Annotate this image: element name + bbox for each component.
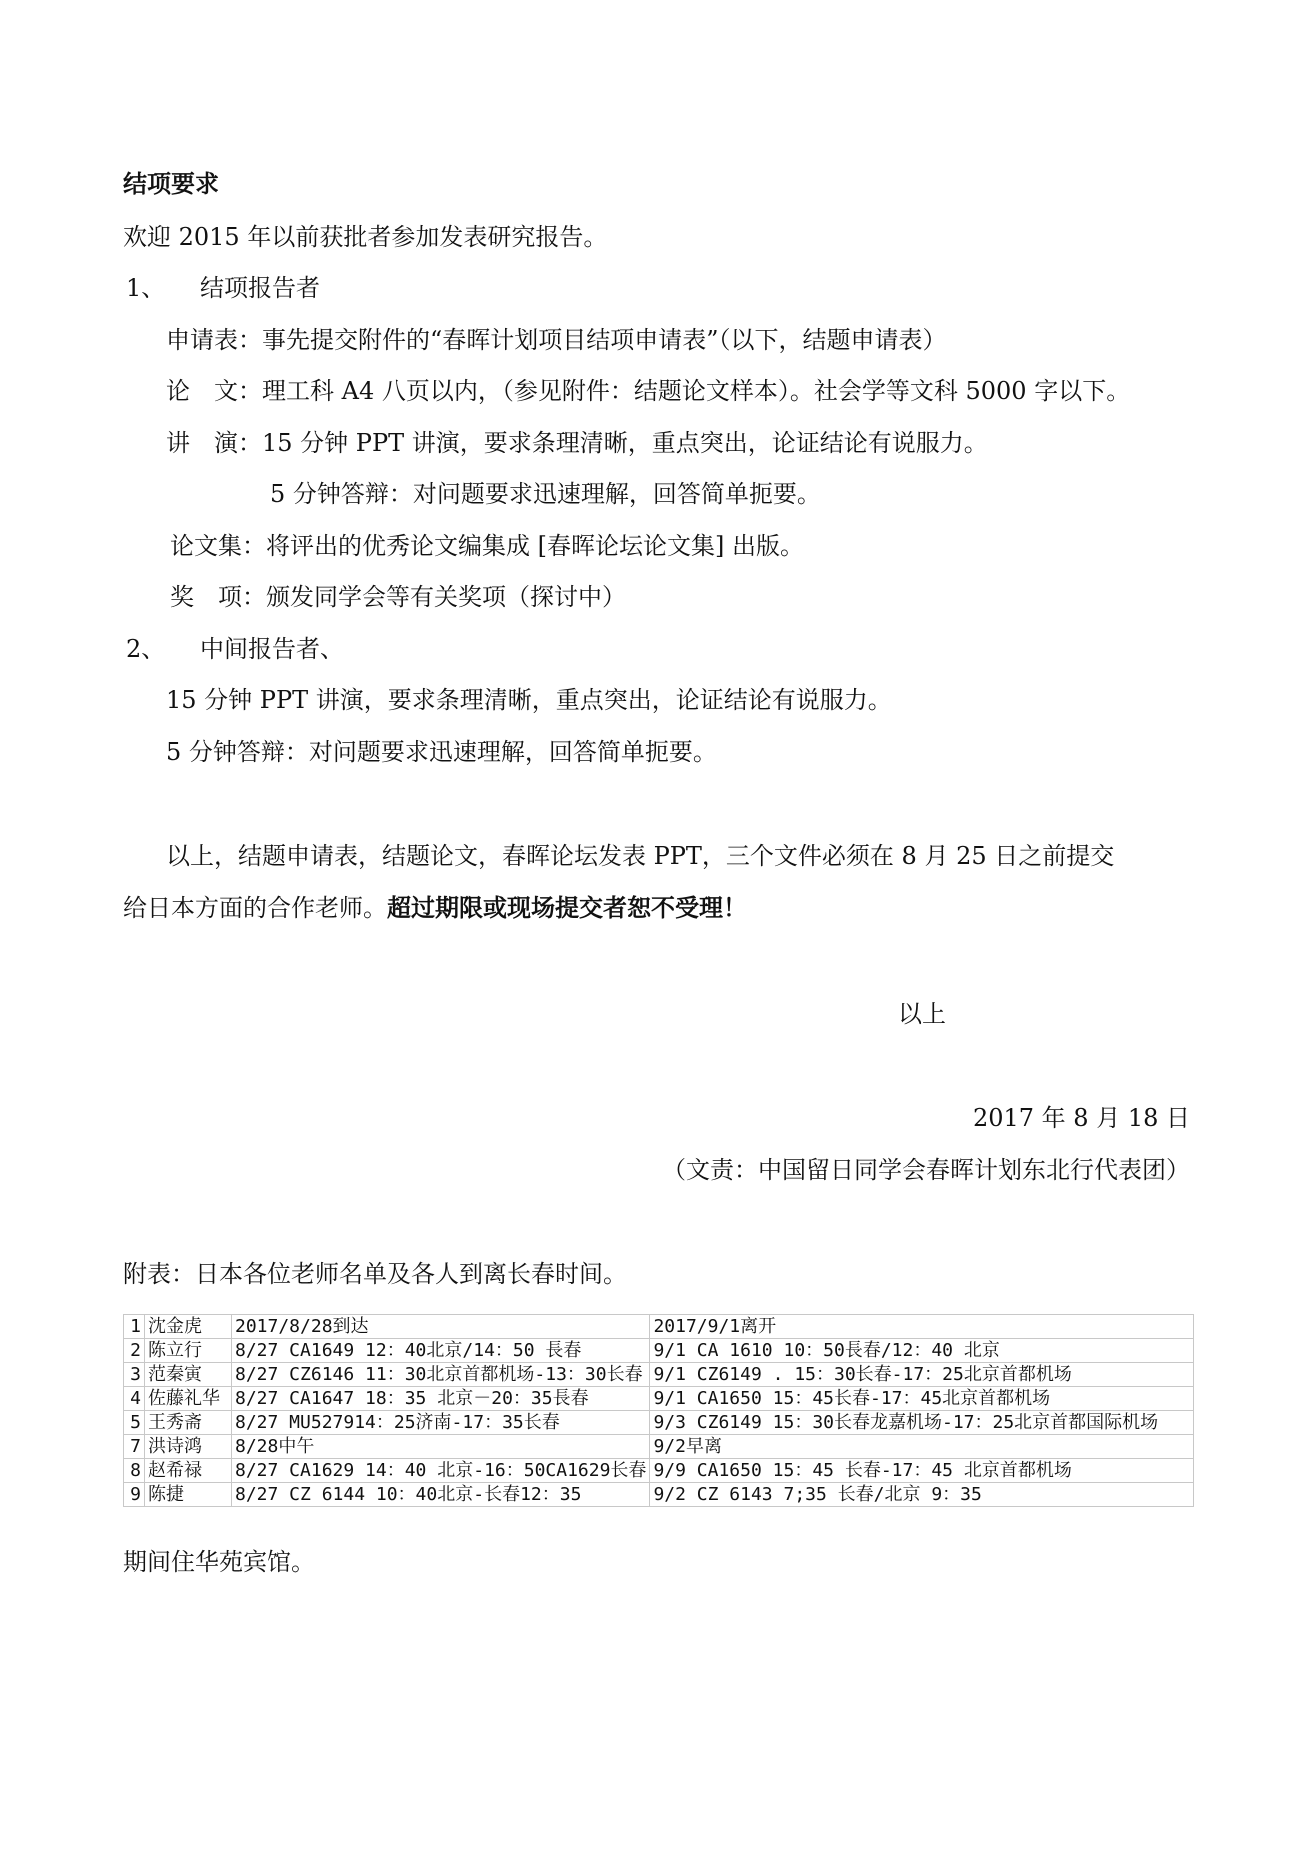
item-label: 申请表： bbox=[166, 326, 262, 354]
teacher-name: 洪诗鸿 bbox=[145, 1435, 232, 1459]
item-text: 理工科 A4 八页以内，（参见附件：结题论文样本）。社会学等文科 5000 字以下。 bbox=[262, 377, 1131, 405]
row-number: 5 bbox=[124, 1411, 145, 1435]
intro-text: 欢迎 2015 年以前获批者参加发表研究报告。 bbox=[123, 223, 608, 251]
row-number: 9 bbox=[124, 1483, 145, 1507]
departure-info: 9/1 CZ6149 . 15：30长春-17：25北京首都机场 bbox=[650, 1363, 1194, 1387]
section1-item-application bbox=[166, 324, 947, 356]
page-heading: 结项要求 bbox=[123, 170, 219, 198]
responsibility-note: （文责：中国留日同学会春晖计划东北行代表团） bbox=[662, 1156, 1190, 1184]
teacher-name: 范秦寅 bbox=[145, 1363, 232, 1387]
departure-info: 9/1 CA1650 15：45长春-17：45北京首都机场 bbox=[650, 1387, 1194, 1411]
departure-info: 9/9 CA1650 15：45 长春-17：45 北京首都机场 bbox=[650, 1459, 1194, 1483]
teacher-name: 赵希禄 bbox=[145, 1459, 232, 1483]
row-number: 3 bbox=[124, 1363, 145, 1387]
section1-item-collection bbox=[170, 530, 804, 562]
table-row bbox=[124, 1387, 1194, 1411]
item-text: 颁发同学会等有关奖项（探讨中） bbox=[266, 583, 626, 611]
arrival-info: 8/27 CA1647 18：35 北京－20：35長春 bbox=[232, 1387, 650, 1411]
row-number: 1 bbox=[124, 1315, 145, 1339]
notice-warning: 超过期限或现场提交者恕不受理！ bbox=[387, 893, 747, 922]
notice-line1: 以上，结题申请表，结题论文，春晖论坛发表 PPT，三个文件必须在 8 月 25 日之前提交 bbox=[166, 842, 1115, 870]
section1-item-award bbox=[170, 581, 626, 613]
section2-number: 2、 bbox=[126, 635, 166, 663]
table-row bbox=[124, 1435, 1194, 1459]
table-row bbox=[124, 1339, 1194, 1363]
row-number: 2 bbox=[124, 1339, 145, 1363]
row-number: 8 bbox=[124, 1459, 145, 1483]
section1-number: 1、 bbox=[126, 274, 166, 302]
departure-info: 9/2早离 bbox=[650, 1435, 1194, 1459]
teacher-name: 陈捷 bbox=[145, 1483, 232, 1507]
table-row bbox=[124, 1459, 1194, 1483]
section2-item-lecture: 15 分钟 PPT 讲演，要求条理清晰，重点突出，论证结论有说服力。 bbox=[166, 686, 892, 714]
teacher-name: 沈金虎 bbox=[145, 1315, 232, 1339]
document-date: 2017 年 8 月 18 日 bbox=[972, 1104, 1190, 1132]
section2-title: 中间报告者、 bbox=[200, 635, 344, 663]
section1-title: 结项报告者 bbox=[200, 274, 320, 302]
item-text: 5 分钟答辩：对问题要求迅速理解，回答简单扼要。 bbox=[270, 480, 821, 508]
arrival-info: 2017/8/28到达 bbox=[232, 1315, 650, 1339]
table-row bbox=[124, 1411, 1194, 1435]
departure-info: 2017/9/1离开 bbox=[650, 1315, 1194, 1339]
item-text: 将评出的优秀论文编集成 [春晖论坛论文集] 出版。 bbox=[266, 532, 804, 560]
departure-info: 9/3 CZ6149 15：30长春龙嘉机场-17：25北京首都国际机场 bbox=[650, 1411, 1194, 1435]
teacher-name: 王秀斋 bbox=[145, 1411, 232, 1435]
item-text: 事先提交附件的“春晖计划项目结项申请表”（以下，结题申请表） bbox=[262, 326, 947, 354]
arrival-info: 8/27 CA1649 12：40北京/14：50 長春 bbox=[232, 1339, 650, 1363]
section1-item-paper bbox=[166, 375, 1130, 407]
appendix-title: 附表：日本各位老师名单及各人到离长春时间。 bbox=[123, 1260, 627, 1288]
table-row bbox=[124, 1363, 1194, 1387]
item-label: 讲 演： bbox=[166, 429, 262, 457]
table-row bbox=[124, 1315, 1194, 1339]
teacher-name: 陈立行 bbox=[145, 1339, 232, 1363]
section1-item-lecture bbox=[166, 427, 988, 459]
teacher-schedule-table bbox=[123, 1314, 1194, 1507]
item-text: 15 分钟 PPT 讲演，要求条理清晰，重点突出，论证结论有说服力。 bbox=[262, 429, 988, 457]
footer-note: 期间住华苑宾馆。 bbox=[123, 1548, 315, 1576]
arrival-info: 8/28中午 bbox=[232, 1435, 650, 1459]
arrival-info: 8/27 MU527914：25济南-17：35长春 bbox=[232, 1411, 650, 1435]
teacher-name: 佐藤礼华 bbox=[145, 1387, 232, 1411]
arrival-info: 8/27 CA1629 14：40 北京-16：50CA1629长春 bbox=[232, 1459, 650, 1483]
section2-item-defense: 5 分钟答辩：对问题要求迅速理解，回答简单扼要。 bbox=[166, 738, 717, 766]
item-label: 奖 项： bbox=[170, 583, 266, 611]
departure-info: 9/1 CA 1610 10：50長春/12：40 北京 bbox=[650, 1339, 1194, 1363]
row-number: 7 bbox=[124, 1435, 145, 1459]
notice-line2 bbox=[123, 892, 747, 924]
item-label: 论 文： bbox=[166, 377, 262, 405]
item-label: 论文集： bbox=[170, 532, 266, 560]
departure-info: 9/2 CZ 6143 7;35 长春/北京 9：35 bbox=[650, 1483, 1194, 1507]
row-number: 4 bbox=[124, 1387, 145, 1411]
notice-text: 给日本方面的合作老师。 bbox=[123, 894, 387, 922]
arrival-info: 8/27 CZ6146 11：30北京首都机场-13：30长春 bbox=[232, 1363, 650, 1387]
arrival-info: 8/27 CZ 6144 10：40北京-长春12：35 bbox=[232, 1483, 650, 1507]
table-row bbox=[124, 1483, 1194, 1507]
closing-text: 以上 bbox=[898, 1000, 946, 1028]
section1-item-defense bbox=[270, 478, 821, 510]
